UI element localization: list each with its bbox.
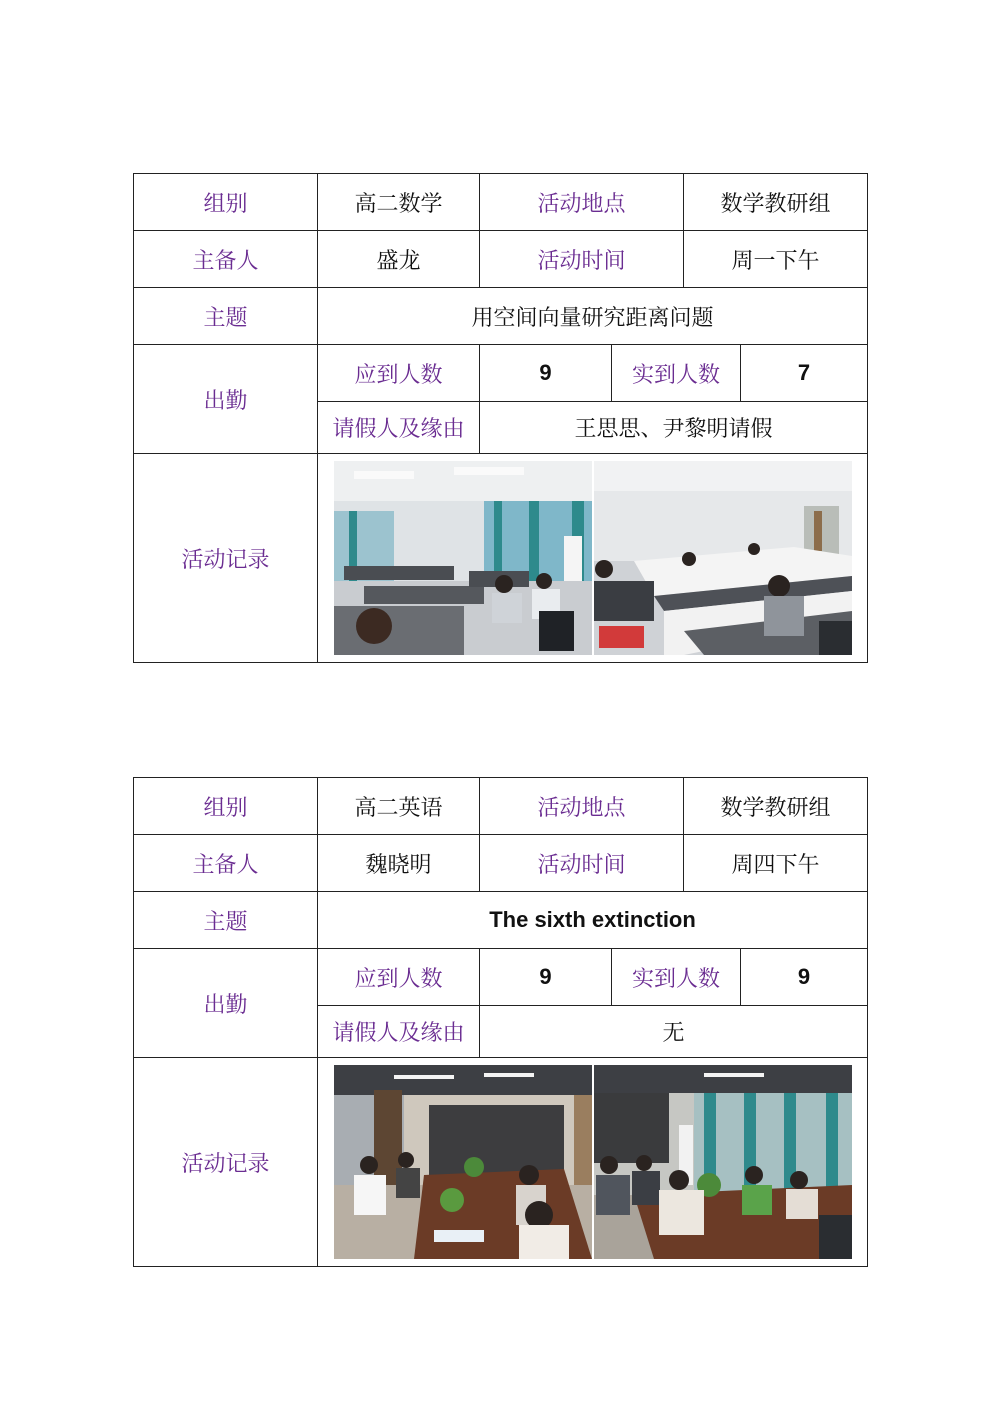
place-value: 数学教研组 [684, 174, 868, 231]
activity-label: 活动记录 [134, 1058, 318, 1267]
classroom-photo-2 [594, 461, 852, 655]
meeting-room-photo-2 [594, 1065, 852, 1259]
attendance-label: 出勤 [134, 345, 318, 454]
actual-value: 9 [741, 949, 868, 1006]
actual-value: 7 [741, 345, 868, 402]
topic-value: 用空间向量研究距离问题 [318, 288, 868, 345]
topic-value: The sixth extinction [318, 892, 868, 949]
leave-label: 请假人及缘由 [318, 1006, 480, 1058]
table-row [134, 892, 868, 949]
topic-label: 主题 [134, 892, 318, 949]
table-row [134, 778, 868, 835]
table-row [134, 345, 868, 402]
activity-label: 活动记录 [134, 454, 318, 663]
table-row [134, 174, 868, 231]
group-value: 高二英语 [318, 778, 480, 835]
activity-record-table-1 [133, 173, 868, 663]
time-label: 活动时间 [480, 835, 684, 892]
time-value: 周一下午 [684, 231, 868, 288]
lead-value: 魏晓明 [318, 835, 480, 892]
attendance-label: 出勤 [134, 949, 318, 1058]
group-value: 高二数学 [318, 174, 480, 231]
group-label: 组别 [134, 174, 318, 231]
time-label: 活动时间 [480, 231, 684, 288]
table-row [134, 454, 868, 663]
table-row [134, 835, 868, 892]
actual-label: 实到人数 [612, 949, 741, 1006]
leave-label: 请假人及缘由 [318, 402, 480, 454]
place-label: 活动地点 [480, 778, 684, 835]
leave-value: 无 [480, 1006, 868, 1058]
lead-label: 主备人 [134, 231, 318, 288]
place-value: 数学教研组 [684, 778, 868, 835]
table-row [134, 288, 868, 345]
topic-label: 主题 [134, 288, 318, 345]
activity-photos [318, 1058, 868, 1267]
leave-value: 王思思、尹黎明请假 [480, 402, 868, 454]
expected-value: 9 [480, 345, 612, 402]
meeting-room-photo-1 [334, 1065, 592, 1259]
lead-label: 主备人 [134, 835, 318, 892]
expected-label: 应到人数 [318, 345, 480, 402]
expected-label: 应到人数 [318, 949, 480, 1006]
lead-value: 盛龙 [318, 231, 480, 288]
place-label: 活动地点 [480, 174, 684, 231]
table-row [134, 231, 868, 288]
group-label: 组别 [134, 778, 318, 835]
time-value: 周四下午 [684, 835, 868, 892]
table-row [134, 1058, 868, 1267]
actual-label: 实到人数 [612, 345, 741, 402]
activity-record-table-2 [133, 777, 868, 1267]
activity-photos [318, 454, 868, 663]
table-row [134, 949, 868, 1006]
expected-value: 9 [480, 949, 612, 1006]
classroom-photo-1 [334, 461, 592, 655]
